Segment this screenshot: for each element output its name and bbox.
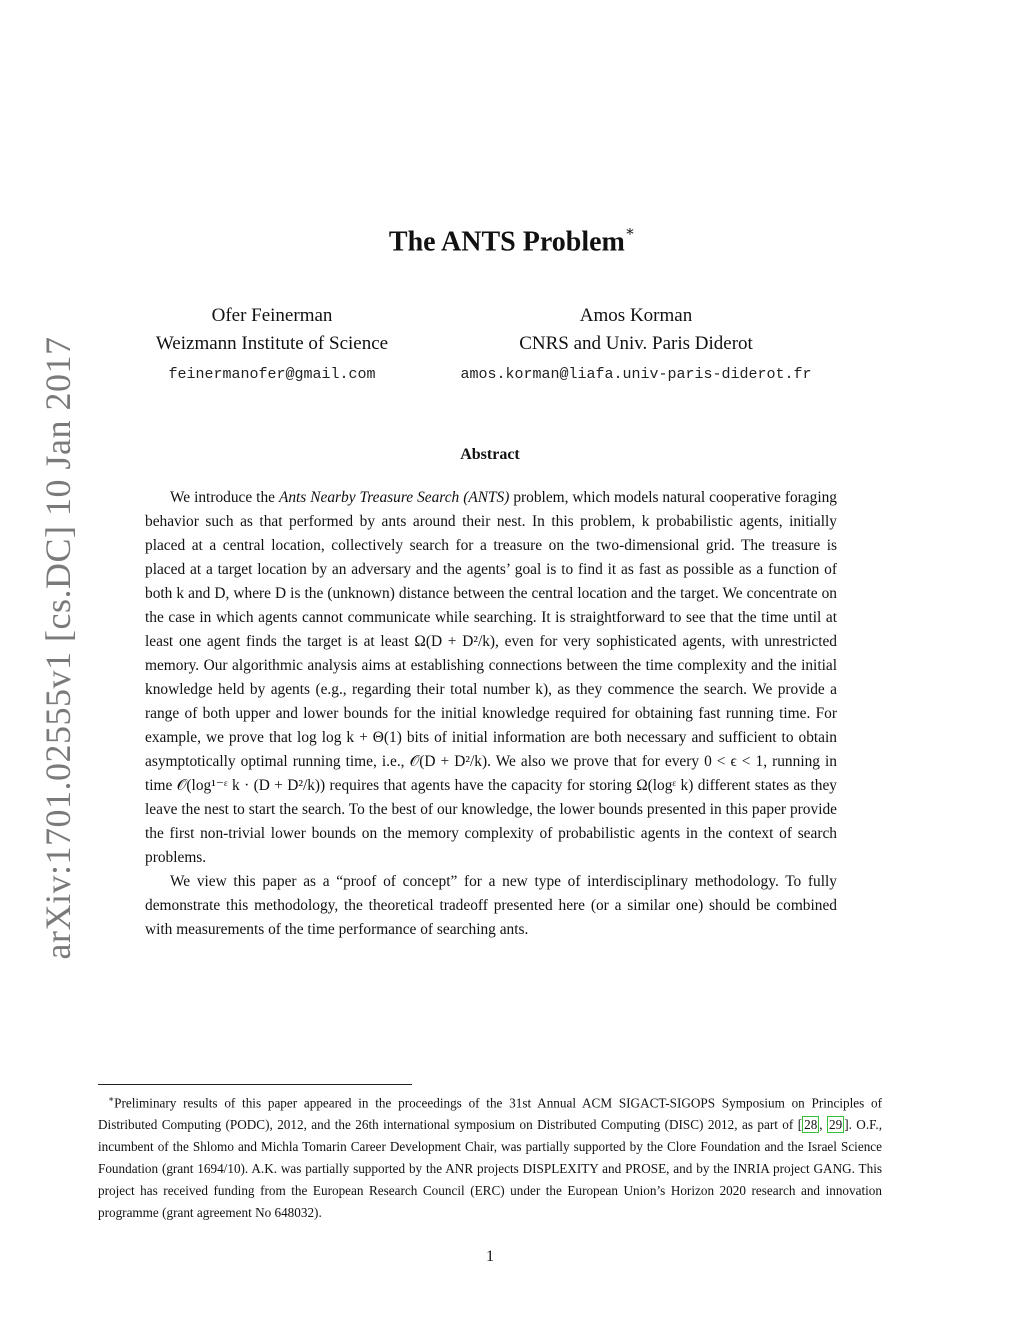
citation-link-29[interactable]: 29	[829, 1117, 843, 1133]
abstract-paragraph-2: We view this paper as a “proof of concept” for a new type of interdisciplinary methodology. To fully demonstrate this methodology, the theoretical tradeoff presented here (or a similar one) should be combined with measurements of the time performance of searching ants.	[145, 873, 837, 938]
footnote-rule	[98, 1084, 412, 1085]
paper-title-text: The ANTS Problem	[388, 226, 625, 258]
footnote-text-b: ]. O.F., incumbent of the Shlomo and Michla Tomarin Career Development Chair, was partially supported by the Clore Foundation and the Israel Science Foundation (grant 1694/10). A.K. was partially supported by the ANR projects DISPLEXITY and PROSE, and by the INRIA project GANG. This project has received funding from the European Research Council (ERC) under the European Union’s Horizon 2020 research and innovation programme (grant agreement No 648032).	[98, 1117, 882, 1221]
paper-title	[0, 226, 1024, 258]
footnote	[98, 1088, 882, 1224]
citation-separator: ,	[819, 1117, 827, 1133]
abstract-text: problem, which models natural cooperative foraging behavior such as that performed by ants around their nest. In this problem, k probabilistic agents, initially placed at a central location, collectively search for a treasure on the two-dimensional grid. The treasure is placed at a target location by an adversary and the agents’ goal is to find it as fast as possible as a function of both k and D, where D is the (unknown) distance between the central location and the target. We concentrate on the case in which agents cannot communicate while searching. It is straightforward to see that the time until at least one agent finds the target is at least Ω(D + D²/k), even for very sophisticated agents, with unrestricted memory. Our algorithmic analysis aims at establishing connections between the time complexity and the initial knowledge held by agents (e.g., regarding their total number k), as they commence the search. We provide a range of both upper and lower bounds for the initial knowledge required for obtaining fast running time. For example, we prove that log log k + Θ(1) bits of initial information are both necessary and sufficient to obtain asymptotically optimal running time, i.e., 𝒪(D + D²/k). We also we prove that for every 0 < ϵ < 1, running in time 𝒪(log¹⁻ᵋ k · (D + D²/k)) requires that agents have the capacity for storing Ω(logᵋ k) different states as they leave the nest to start the search. To the best of our knowledge, the lower bounds presented in this paper provide the first non-trivial lower bounds on the memory complexity of probabilistic agents in the context of search problems.	[145, 489, 837, 866]
author-affiliation: CNRS and Univ. Paris Diderot	[519, 333, 753, 354]
footnote-mark: ∗	[108, 1094, 115, 1104]
footnote-paragraph	[98, 1088, 882, 1224]
footnote-text-a: Preliminary results of this paper appeared in the proceedings of the 31st Annual ACM SIGACT-SIGOPS Symposium on Principles of Distributed Computing (PODC), 2012, and the 26th international symposium on Distributed Computing (DISC) 2012, as part of [	[98, 1095, 882, 1133]
author-affiliation: Weizmann Institute of Science	[155, 333, 389, 354]
arxiv-identifier: arXiv:1701.02555v1 [cs.DC] 10 Jan 2017	[38, 336, 78, 960]
citation-link-28[interactable]: 28	[804, 1117, 818, 1133]
author-email: amos.korman@liafa.univ-paris-diderot.fr	[460, 366, 812, 383]
author-name: Ofer Feinerman	[211, 305, 333, 326]
page-number: 1	[486, 1248, 494, 1265]
abstract-term: Ants Nearby Treasure Search (ANTS)	[278, 489, 510, 506]
abstract-intro: We introduce the	[170, 489, 279, 506]
title-footnote-mark: ∗	[624, 224, 636, 240]
author-block-2	[416, 302, 856, 392]
author-name: Amos Korman	[579, 305, 693, 326]
abstract-paragraph-1	[145, 486, 837, 870]
author-email: feinermanofer@gmail.com	[168, 366, 376, 383]
abstract-heading: Abstract	[460, 446, 520, 463]
abstract-body	[145, 486, 837, 942]
